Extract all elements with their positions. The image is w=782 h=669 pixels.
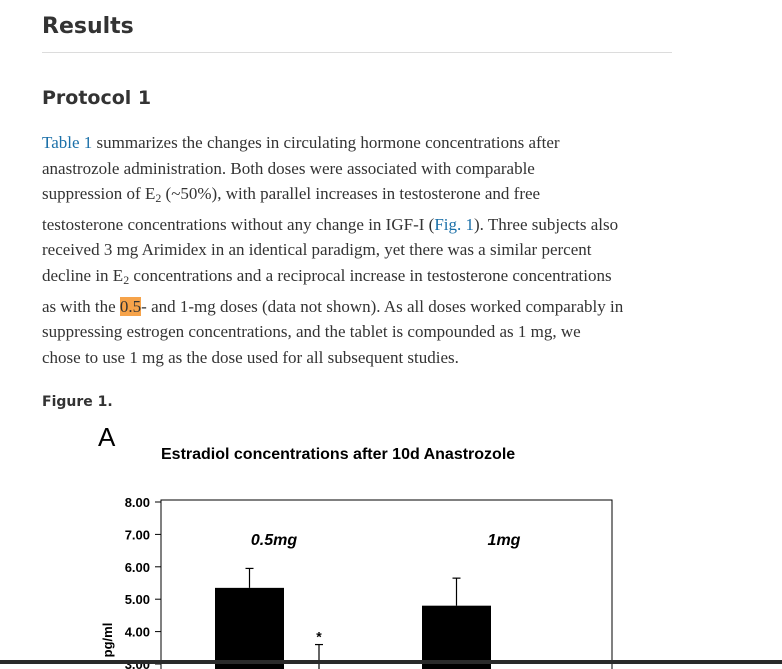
y-tick-label: 8.00 [124,495,150,510]
subscript: 2 [155,191,162,206]
text-span: (~50%), with parallel increases in testosterone and free [161,184,541,204]
chart-title: Estradiol concentrations after 10d Anastrozole [161,446,516,463]
text-span: ). Three subjects also [474,214,619,234]
y-tick-label: 5.00 [124,592,150,608]
subscript: 2 [123,272,130,287]
text-span: testosterone concentrations without any change in IGF-I ( [42,214,435,234]
figure-1-link[interactable]: Fig. 1 [434,214,474,234]
y-axis [125,495,161,669]
paragraph-line-1 [42,130,687,156]
table-1-link[interactable]: Table 1 [42,133,93,152]
paragraph-line-5: received 3 mg Arimidex in an identical paradigm, yet there was a similar percent [42,240,592,260]
section-divider [42,52,672,53]
paragraph-line-3 [42,181,687,212]
text-span: - and 1-mg doses (data not shown). As all doses worked comparably in [141,296,624,316]
figure-1-chart[interactable] [0,415,782,664]
paragraph-line-4 [42,212,687,238]
y-tick-label: 4.00 [124,624,150,640]
bottom-toolbar-edge [0,660,782,664]
text-span: decline in E [42,265,124,285]
text-span: suppression of E [42,184,156,204]
paragraph-line-8: suppressing estrogen concentrations, and the tablet is compounded as 1 mg, we [42,322,581,342]
paragraph-line-6 [42,263,687,294]
section-title: Results [42,14,134,39]
text-span: summarizes the changes in circulating hormone concentrations after [92,133,560,152]
text-span: concentrations and a reciprocal increase in testosterone concentrations [129,265,612,285]
significance-star: * [316,628,322,645]
panel-letter: A [98,422,116,452]
subsection-title: Protocol 1 [42,87,152,109]
paragraph-line-9: chose to use 1 mg as the dose used for all subsequent studies. [42,347,459,367]
text-span: as with the [42,296,120,316]
y-tick-label: 6.00 [124,559,150,575]
group-label: 1mg [487,532,521,549]
paragraph-line-2: anastrozole administration. Both doses were associated with comparable [42,158,535,178]
results-paragraph [42,130,687,370]
search-highlight: 0.5 [119,296,142,316]
chart-svg [0,415,782,664]
paragraph-line-7 [42,294,687,320]
figure-label: Figure 1. [42,394,113,410]
group-label: 0.5mg [250,532,298,549]
y-axis-label: pg/ml [100,622,115,658]
y-tick-label: 7.00 [124,527,150,543]
bar [215,588,284,669]
bar-series [215,532,528,669]
